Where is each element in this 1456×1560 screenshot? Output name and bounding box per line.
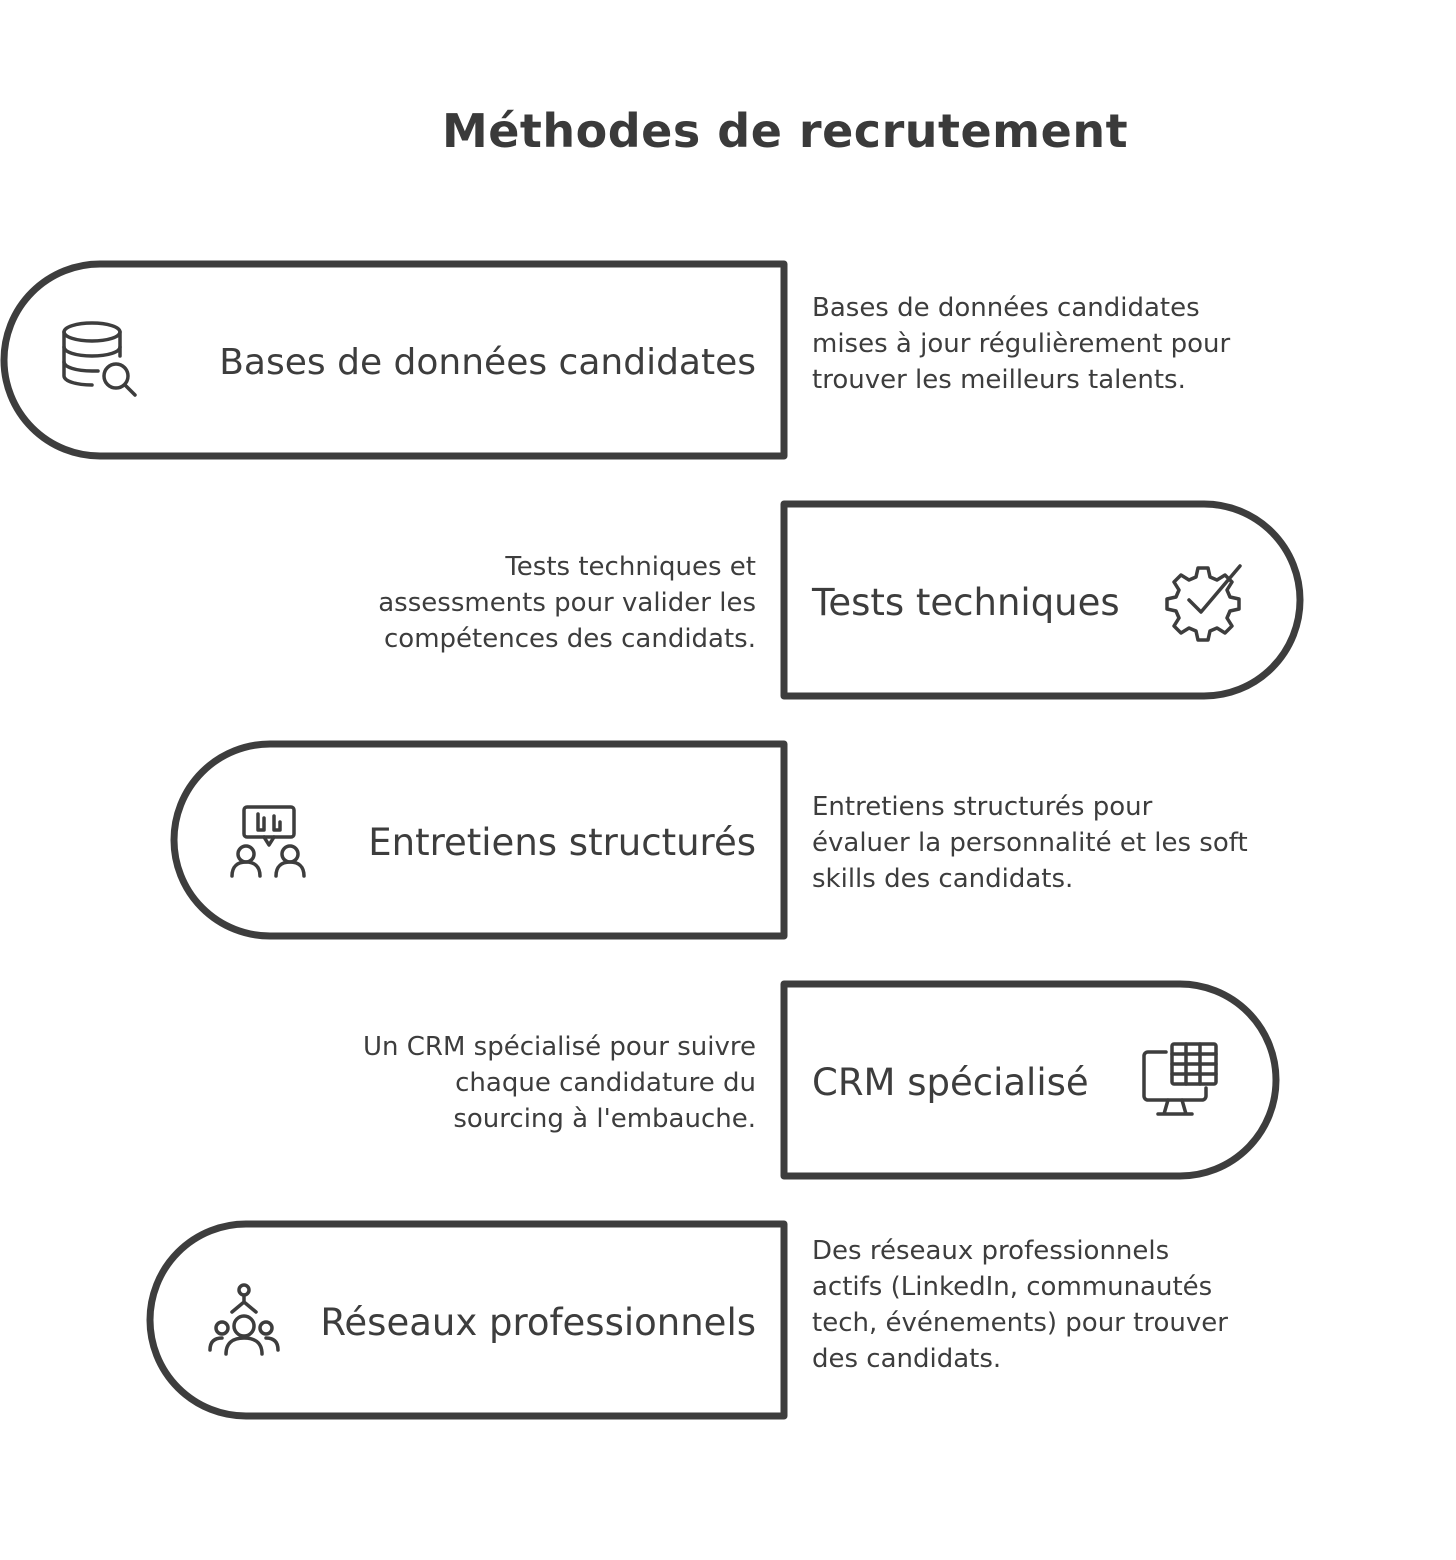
- method-1-label: Bases de données candidates: [219, 342, 756, 383]
- method-1-description: Bases de données candidates mises à jour régulièrement pour trouver les meilleurs talents.: [812, 293, 1231, 395]
- interview-people-icon: [228, 804, 308, 880]
- gear-check-icon: [1164, 560, 1246, 642]
- method-5-description: Des réseaux professionnels actifs (LinkedIn, communautés tech, événements) pour trouver des candidats.: [812, 1236, 1228, 1374]
- database-search-icon: [56, 318, 140, 402]
- method-2-label: Tests techniques: [812, 581, 1120, 624]
- method-4-description: Un CRM spécialisé pour suivre chaque candidature du sourcing à l'embauche.: [362, 1032, 756, 1134]
- method-5-label: Réseaux professionnels: [320, 1301, 756, 1344]
- method-4-label: CRM spécialisé: [812, 1061, 1089, 1104]
- method-3-description: Entretiens structurés pour évaluer la personnalité et les soft skills des candidats.: [812, 792, 1248, 894]
- method-2-description: Tests techniques et assessments pour valider les compétences des candidats.: [378, 552, 756, 654]
- page-title: Méthodes de recrutement: [441, 104, 1129, 158]
- network-people-icon: [206, 1282, 282, 1362]
- monitor-table-icon: [1138, 1040, 1222, 1120]
- method-3-label: Entretiens structurés: [368, 821, 756, 864]
